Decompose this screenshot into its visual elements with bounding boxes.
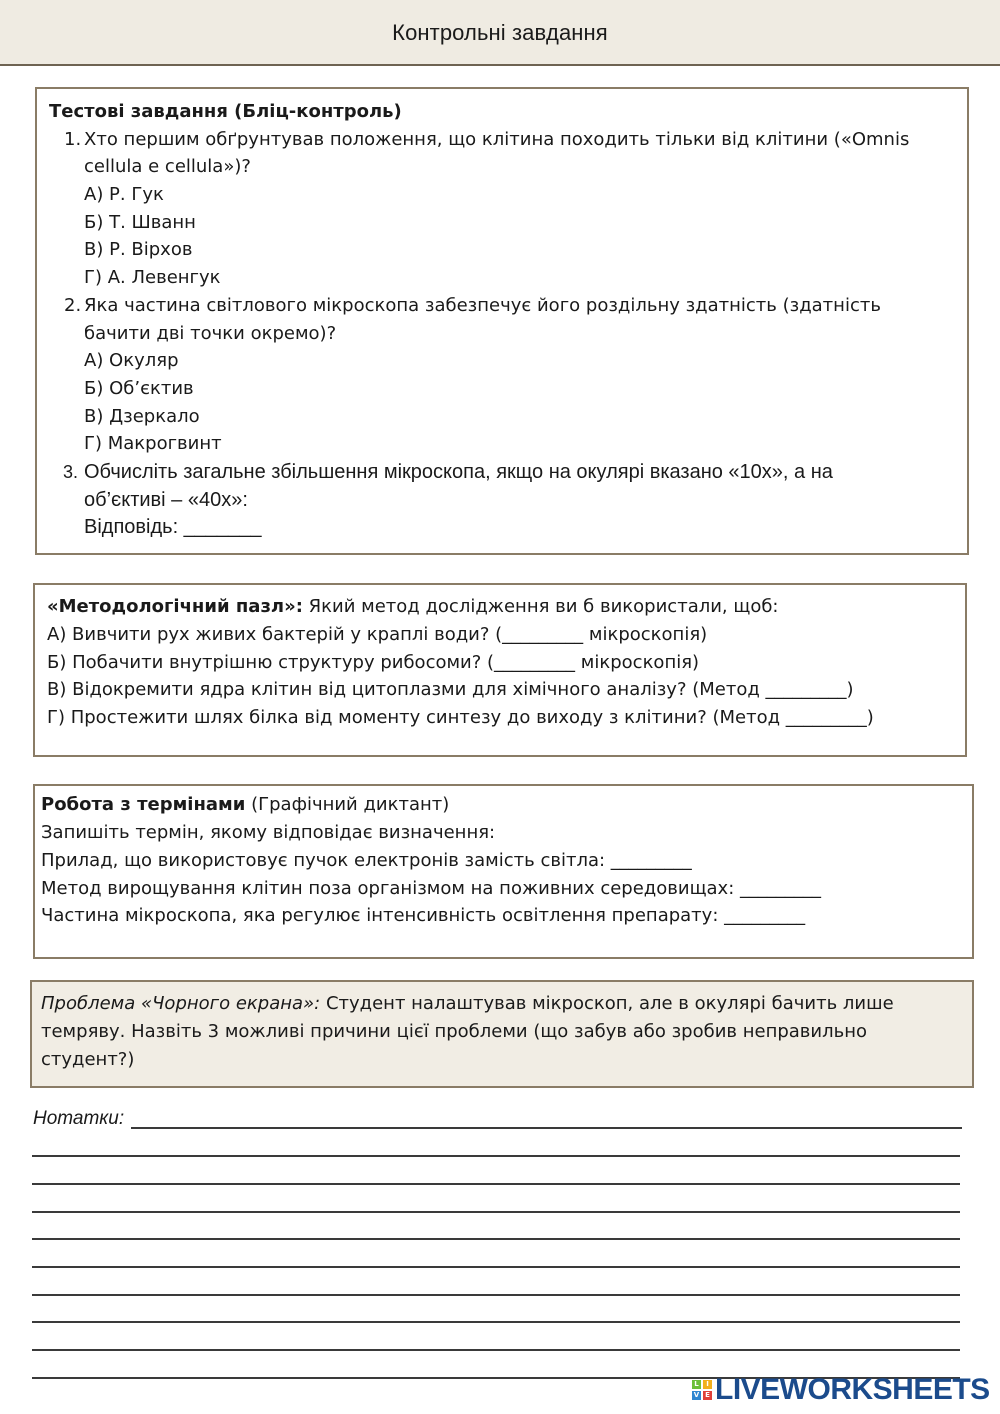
answer-option[interactable]: Г) А. Левенгук: [84, 267, 221, 288]
question-text: Обчисліть загальне збільшення мікроскопа, якщо на окулярі вказано «10х», а на: [84, 461, 833, 483]
notes-line[interactable]: [32, 1266, 960, 1268]
notes-line[interactable]: [32, 1238, 960, 1240]
notes-line[interactable]: [32, 1211, 960, 1213]
page-title: Контрольні завдання: [392, 20, 608, 45]
question-text: об’єктиві – «40х»:: [84, 489, 248, 511]
notes-line[interactable]: [32, 1155, 960, 1157]
page-header: [0, 0, 1000, 66]
problem-title: Проблема «Чорного екрана»:: [41, 993, 321, 1014]
method-item[interactable]: Б) Побачити внутрішню структуру рибосоми? (_________ мікроскопія): [47, 652, 700, 673]
answer-option[interactable]: А) Р. Гук: [84, 184, 164, 205]
method-item[interactable]: В) Відокремити ядра клітин від цитоплазми для хімічного аналізу? (Метод _________): [47, 679, 854, 700]
answer-option[interactable]: А) Окуляр: [84, 350, 179, 371]
question-number: 3.: [63, 462, 79, 482]
terms-section-subtitle: (Графічний диктант): [245, 794, 450, 815]
term-item[interactable]: Прилад, що використовує пучок електронів замість світла: _________: [41, 850, 692, 871]
logo-cube: V: [693, 1391, 700, 1399]
logo-text: LIVEWORKSHEETS: [715, 1373, 990, 1406]
problem-text: Студент налаштував мікроскоп, але в окулярі бачить лише: [320, 993, 894, 1014]
problem-text: студент?): [41, 1049, 135, 1070]
notes-line[interactable]: [32, 1183, 960, 1185]
logo-cube: I: [703, 1380, 712, 1389]
liveworksheets-logo: [692, 1373, 990, 1406]
method-section-intro: Який метод дослідження ви б використали, щоб:: [302, 596, 779, 617]
notes-label: Нотатки:: [33, 1108, 125, 1129]
question-text: Хто першим обґрунтував положення, що клітина походить тільки від клітини («Omnis: [84, 129, 910, 150]
question-number: 2.: [64, 295, 82, 316]
notes-line[interactable]: [32, 1321, 960, 1323]
question-text: Яка частина світлового мікроскопа забезпечує його роздільну здатність (здатність: [84, 295, 881, 316]
term-item[interactable]: Метод вирощування клітин поза організмом на поживних середовищах: _________: [41, 878, 821, 899]
notes-line[interactable]: [32, 1294, 960, 1296]
problem-line: [41, 994, 894, 1014]
method-section-title: «Методологічний пазл»:: [47, 596, 303, 617]
question-number: 1.: [64, 129, 82, 150]
notes-line[interactable]: [32, 1349, 960, 1351]
test-section-title: Тестові завдання (Бліц-контроль): [49, 101, 402, 122]
logo-cube: L: [692, 1380, 701, 1389]
problem-text: темряву. Назвіть 3 можливі причини цієї проблеми (що забув або зробив неправильно: [41, 1021, 867, 1042]
terms-section-title: Робота з термінами: [41, 794, 246, 815]
question-text: cellula e cellula»)?: [84, 156, 251, 177]
answer-option[interactable]: В) Р. Вірхов: [84, 239, 193, 260]
logo-cube: E: [703, 1391, 712, 1400]
answer-option[interactable]: Г) Макрогвинт: [84, 433, 222, 454]
logo-cubes-icon: [692, 1380, 712, 1400]
terms-section-heading: [41, 795, 449, 815]
answer-option[interactable]: Б) Т. Шванн: [84, 212, 196, 233]
terms-instruction: Запишіть термін, якому відповідає визначення:: [41, 822, 496, 843]
answer-option[interactable]: В) Дзеркало: [84, 406, 200, 427]
term-item[interactable]: Частина мікроскопа, яка регулює інтенсивність освітлення препарату: _________: [41, 905, 806, 926]
answer-field[interactable]: Відповідь: _______: [84, 516, 262, 538]
method-section-heading: [47, 597, 779, 617]
notes-line[interactable]: [131, 1127, 962, 1129]
method-item[interactable]: Г) Простежити шлях білка від моменту синтезу до виходу з клітини? (Метод _________): [47, 707, 874, 728]
answer-option[interactable]: Б) Об’єктив: [84, 378, 194, 399]
method-item[interactable]: А) Вивчити рух живих бактерій у краплі води? (_________ мікроскопія): [47, 624, 708, 645]
question-text: бачити дві точки окремо)?: [84, 323, 337, 344]
